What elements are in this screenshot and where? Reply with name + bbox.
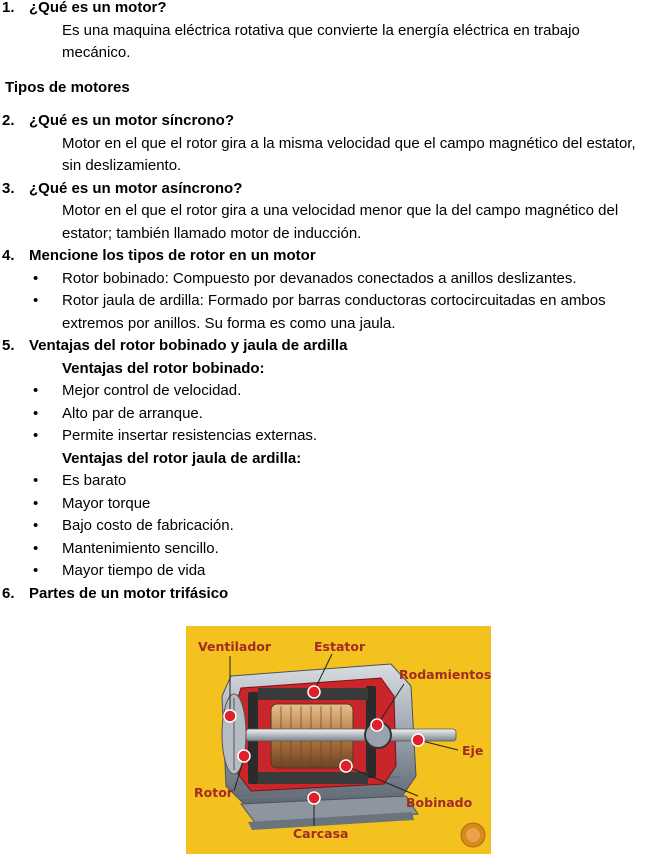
label-estator: Estator [314,639,366,654]
section-title: Tipos de motores [5,78,130,96]
question-4-number: 4. [2,247,15,264]
bullet-icon: • [33,292,39,309]
marker-rotor [238,750,250,762]
bullet-icon: • [33,404,39,422]
question-4-title [0,245,669,268]
bullet-icon: • [33,494,39,512]
label-rotor: Rotor [194,785,233,800]
question-1-text: ¿Qué es un motor? [29,0,167,16]
question-3-title [0,178,669,201]
bullet-icon: • [33,517,39,534]
question-3-text: ¿Qué es un motor asíncrono? [29,179,243,197]
label-eje: Eje [462,743,484,758]
list-item-text: Mantenimiento sencillo. [62,539,219,557]
question-2-title [0,110,669,133]
question-1-answer: Es una maquina eléctrica rotativa que convierte la energía eléctrica en trabajo mecánico. [62,21,580,61]
list-item-text: Bajo costo de fabricación. [62,517,234,534]
list-item [0,403,669,426]
bullet-icon: • [33,382,39,399]
list-item [0,515,669,538]
label-carcasa: Carcasa [293,826,349,841]
bullet-icon: • [33,562,39,579]
list-item-text: Alto par de arranque. [62,404,203,422]
wound-rotor-subtitle: Ventajas del rotor bobinado: [62,359,265,377]
motor-illustration [186,626,491,854]
question-2-number: 2. [2,112,15,129]
bullet-icon: • [33,427,39,444]
list-item [0,470,669,493]
question-3-answer: Motor en el que el rotor gira a una velocidad menor que la del campo magnético del estator; también llamado motor de inducción. [62,202,619,242]
marker-eje [412,734,424,746]
list-item-text: Rotor bobinado: Compuesto por devanados conectados a anillos deslizantes. [62,269,577,287]
list-item [0,380,669,403]
question-3-number: 3. [2,179,15,197]
question-5-text: Ventajas del rotor bobinado y jaula de ardilla [29,337,348,354]
marker-bobinado [340,760,352,772]
list-item-text: Permite insertar resistencias externas. [62,427,318,444]
question-6-title [0,583,669,606]
question-1-number: 1. [2,0,15,16]
cage-rotor-subtitle: Ventajas del rotor jaula de ardilla: [62,449,302,467]
list-item-text: Rotor jaula de ardilla: Formado por barras conductoras cortocircuitadas en ambos extremos por anillos. Su forma es como una jaula. [62,292,606,332]
question-6-text: Partes de un motor trifásico [29,584,229,602]
list-item-text: Mayor torque [62,494,151,512]
list-item [0,493,669,516]
list-item [0,290,669,335]
list-item [0,268,669,291]
label-bobinado: Bobinado [406,795,473,810]
question-6-number: 6. [2,584,15,602]
list-item [0,425,669,448]
bullet-icon: • [33,472,39,489]
bullet-icon: • [33,539,39,557]
motor-diagram [186,626,491,854]
list-item [0,560,669,583]
marker-rodamientos [371,719,383,731]
marker-ventilador [224,710,236,722]
list-item-text: Es barato [62,472,127,489]
question-5-number: 5. [2,337,15,354]
list-item [0,538,669,561]
question-1-title [0,0,669,20]
label-rodamientos: Rodamientos [399,667,491,682]
marker-carcasa [308,792,320,804]
question-2-text: ¿Qué es un motor síncrono? [29,112,235,129]
question-2-answer: Motor en el que el rotor gira a la misma velocidad que el campo magnético del estator, sin deslizamiento. [62,134,636,174]
marker-estator [308,686,320,698]
logo-badge [461,823,485,847]
bullet-icon: • [33,269,39,287]
question-4-text: Mencione los tipos de rotor en un motor [29,247,316,264]
label-ventilador: Ventilador [198,639,272,654]
list-item-text: Mejor control de velocidad. [62,382,242,399]
list-item-text: Mayor tiempo de vida [62,562,206,579]
question-5-title [0,335,669,358]
